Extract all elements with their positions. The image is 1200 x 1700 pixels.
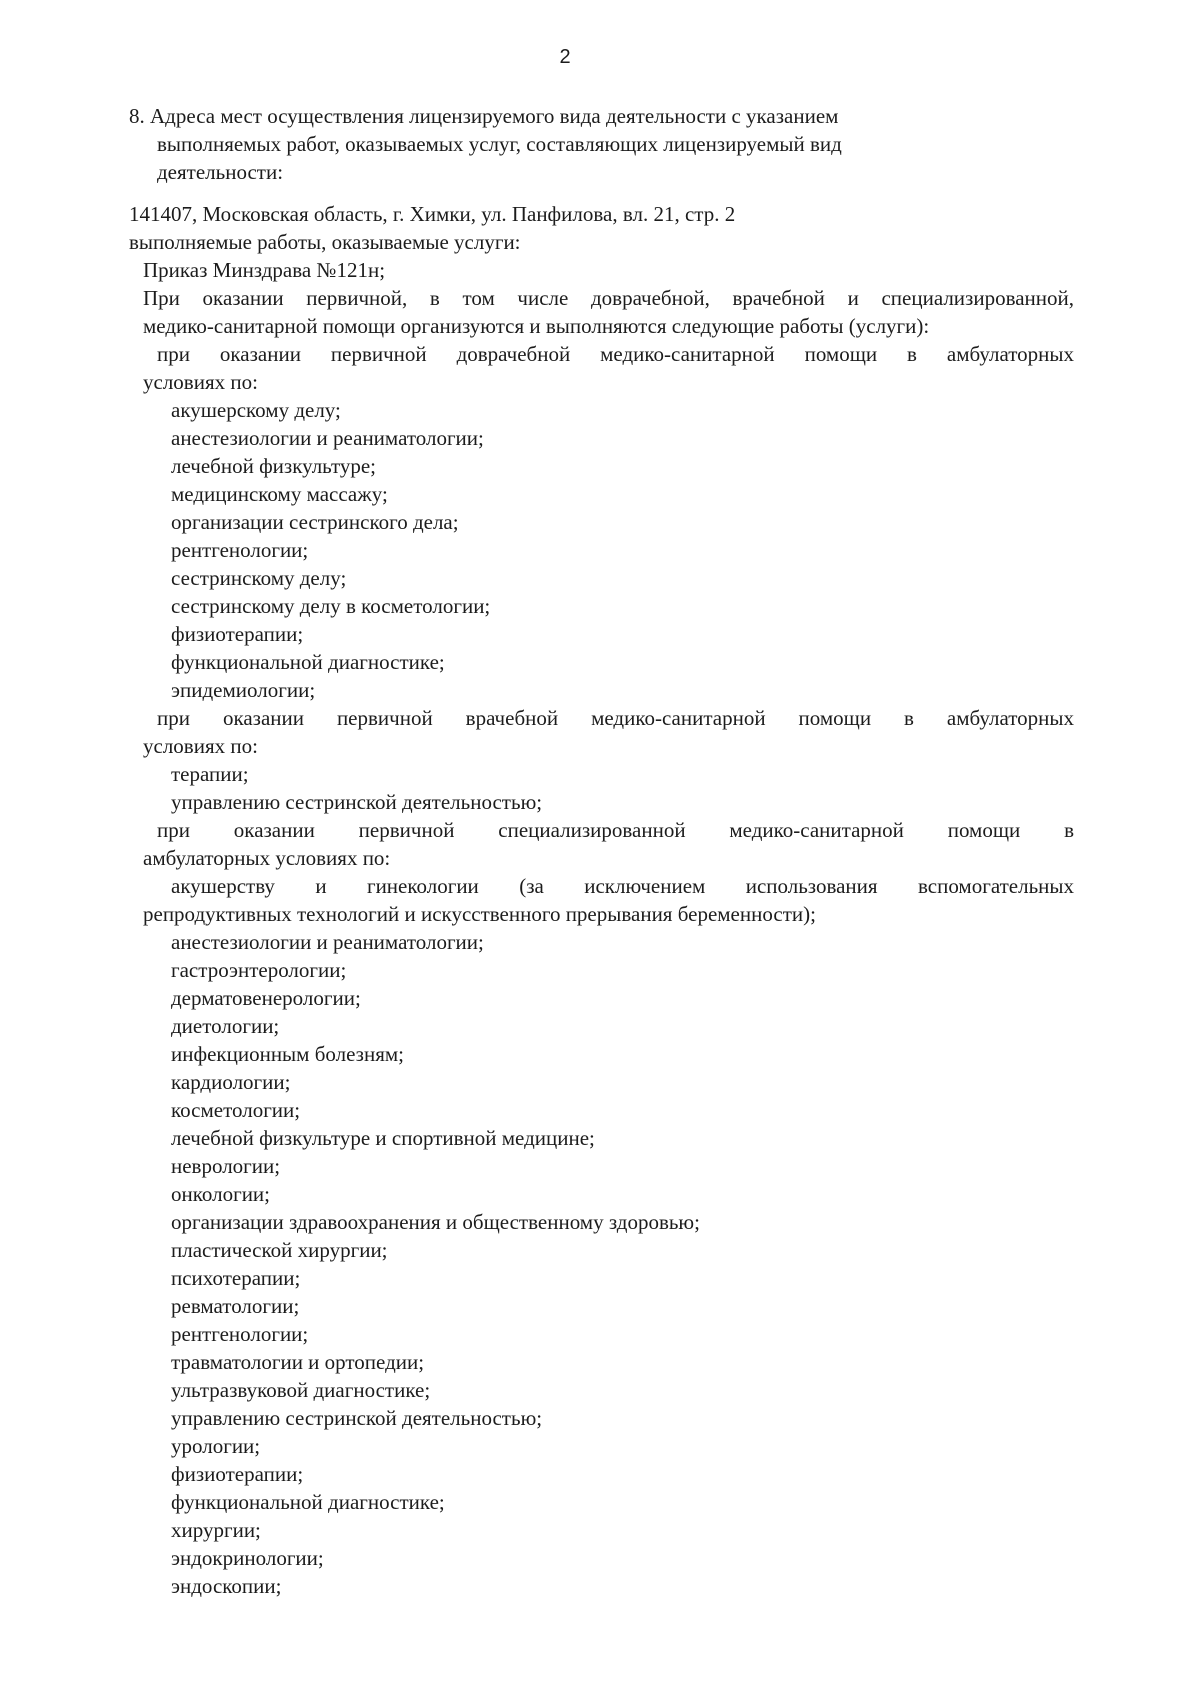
intro-line: медико-санитарной помощи организуются и выполняются следующие работы (услуги): [143, 314, 930, 338]
list-item: репродуктивных технологий и искусственного прерывания беременности); [143, 902, 816, 926]
heading-line: 8. Адреса мест осуществления лицензируемого вида деятельности с указанием [129, 104, 839, 128]
address [129, 200, 1074, 228]
list-item: неврологии; [171, 1154, 281, 1178]
list-item: эндоскопии; [171, 1574, 282, 1598]
list-item: акушерскому делу; [171, 398, 341, 422]
intro-line: При оказании первичной, в том числе доврачебной, врачебной и специализированной, [143, 286, 1074, 310]
list-item: физиотерапии; [171, 622, 304, 646]
list-item: дерматовенерологии; [171, 986, 361, 1010]
list-item: акушерству и гинекологии (за исключением использования вспомогательных [171, 874, 1074, 898]
service-list [143, 760, 1074, 816]
list-item: хирургии; [171, 1518, 261, 1542]
list-item: рентгенологии; [171, 538, 309, 562]
list-item: лечебной физкультуре; [171, 454, 377, 478]
list-item: кардиологии; [171, 1070, 291, 1094]
heading-line: выполняемых работ, оказываемых услуг, составляющих лицензируемый вид [157, 132, 842, 156]
section-title-line: условиях по: [143, 734, 258, 758]
list-item: эпидемиологии; [171, 678, 316, 702]
list-item: сестринскому делу в косметологии; [171, 594, 491, 618]
section-title-line: при оказании первичной доврачебной медико-санитарной помощи в амбулаторных [157, 342, 1074, 366]
list-item: онкологии; [171, 1182, 271, 1206]
intro-paragraph [129, 284, 1074, 340]
list-item: физиотерапии; [171, 1462, 304, 1486]
section-heading [129, 102, 1074, 186]
list-item: косметологии; [171, 1098, 301, 1122]
service-list [143, 928, 1074, 1600]
section-primary-specialized [129, 816, 1074, 1600]
list-item: диетологии; [171, 1014, 280, 1038]
list-item: гастроэнтерологии; [171, 958, 347, 982]
section-title-line: условиях по: [143, 370, 258, 394]
order-reference: Приказ Минздрава №121н; [143, 258, 386, 282]
list-item: управлению сестринской деятельностью; [171, 1406, 543, 1430]
list-item: анестезиологии и реаниматологии; [171, 930, 484, 954]
list-item: лечебной физкультуре и спортивной медицине; [171, 1126, 595, 1150]
list-item: организации сестринского дела; [171, 510, 459, 534]
list-item: ультразвуковой диагностике; [171, 1378, 431, 1402]
list-item: терапии; [171, 762, 249, 786]
section-primary-prephysician [129, 340, 1074, 704]
document-body [129, 102, 1074, 1600]
service-list [143, 396, 1074, 704]
heading-line: деятельности: [157, 160, 284, 184]
list-item: эндокринологии; [171, 1546, 324, 1570]
address-line: 141407, Московская область, г. Химки, ул. Панфилова, вл. 21, стр. 2 [129, 202, 736, 226]
section-primary-physician [129, 704, 1074, 816]
list-item: пластической хирургии; [171, 1238, 388, 1262]
works-label: выполняемые работы, оказываемые услуги: [129, 230, 521, 254]
list-item: функциональной диагностике; [171, 650, 445, 674]
list-item: урологии; [171, 1434, 261, 1458]
list-item: ревматологии; [171, 1294, 300, 1318]
list-item: рентгенологии; [171, 1322, 309, 1346]
list-item: организации здравоохранения и общественному здоровью; [171, 1210, 700, 1234]
section-title-line: при оказании первичной специализированной медико-санитарной помощи в [157, 818, 1074, 842]
list-item: медицинскому массажу; [171, 482, 388, 506]
section-title-line: при оказании первичной врачебной медико-санитарной помощи в амбулаторных [157, 706, 1074, 730]
section-title-line: амбулаторных условиях по: [143, 846, 391, 870]
list-item: психотерапии; [171, 1266, 301, 1290]
list-item: функциональной диагностике; [171, 1490, 445, 1514]
list-item: инфекционным болезням; [171, 1042, 404, 1066]
list-item: сестринскому делу; [171, 566, 347, 590]
page-number: 2 [559, 46, 571, 68]
list-item: травматологии и ортопедии; [171, 1350, 425, 1374]
list-item: управлению сестринской деятельностью; [171, 790, 543, 814]
list-item: анестезиологии и реаниматологии; [171, 426, 484, 450]
